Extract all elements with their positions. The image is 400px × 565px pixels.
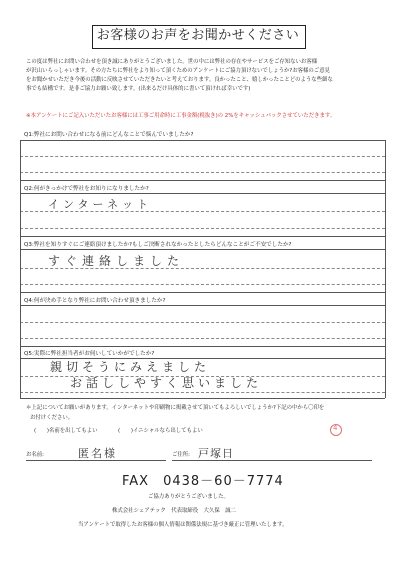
consent-option-name[interactable]: ( )名前を出してもよい <box>34 428 98 434</box>
question-1-label: Q1:弊社にお問い合わせになる前にどんなことで悩んでいましたか? <box>24 132 194 138</box>
q2-answer-line-2 <box>20 228 385 229</box>
q1-answer-line-1 <box>20 156 385 157</box>
question-4-label: Q4:何が決め手となり弊社にお問い合わせ頂きましたか? <box>24 298 166 304</box>
q4-answer-line-1 <box>20 322 385 323</box>
page-title: お客様のお声をお聞かせください <box>96 28 300 43</box>
q1-top-line <box>20 140 385 141</box>
q2-bottom-line <box>20 236 385 237</box>
name-value: 匿名様 <box>78 447 117 460</box>
frame-left-line <box>20 140 21 398</box>
q3-top-line <box>20 249 385 250</box>
q2-answer-line-1 <box>20 211 385 212</box>
intro-line-2: が沢山いらっしゃいます。その方たちに弊社をより知って頂くためのアンケートにご協力頂けないでしょうか?お客様のご意見 <box>26 68 330 74</box>
question-5-answer-line-1: 親切そうにみえました <box>50 360 211 374</box>
name-label: お名前: <box>26 452 44 458</box>
address-value: 戸塚日 <box>198 447 234 460</box>
privacy-text: 当アンケートで取得したお客様の個人情報は関係法規に基づき厳正に管理いたします。 <box>78 522 288 528</box>
q3-bottom-line <box>20 292 385 293</box>
q5-answer-line-1 <box>20 376 385 377</box>
consent-text: ＊上記についてお願いがあります。インターネットや印刷物に掲載させて頂いてもよろしいでしょうか?下記の中から〇印を <box>26 405 325 411</box>
consent-text-2: お付けください。 <box>30 415 74 421</box>
question-3-answer: すぐ連絡しました <box>48 254 185 268</box>
q2-top-line <box>20 193 385 194</box>
name-underline <box>26 460 166 461</box>
cashback-note: ※本アンケートにご記入いただいたお客様には工事ご用命時に工事金額(税抜き)の 2%をキャッシュバックさせていただきます。 <box>26 113 336 119</box>
intro-line-1: この度は弊社にお問い合わせを頂き誠にありがとうございました。世の中には弊社の存在やサービスをご存知ないお客様 <box>26 59 318 65</box>
q3-answer-line-2 <box>20 284 385 285</box>
q4-top-line <box>20 305 385 306</box>
marked-circle-label: 4 <box>333 424 338 432</box>
address-label: ご住所: <box>172 452 190 458</box>
frame-right-line <box>385 140 386 398</box>
question-3-label: Q3:弊社を知りすぐにご連絡頂けましたか?もしご決断されなかったとしたらどんなことがご不安でしたか? <box>24 242 292 248</box>
q5-bottom-line <box>20 398 385 399</box>
q4-answer-line-2 <box>20 338 385 339</box>
q5-answer-line-2 <box>20 392 385 393</box>
intro-line-3: をお聞かせいただき今後の活動に反映させていただきたいと考えております。良かったこと、嬉しかったことどのような些細な <box>26 77 333 83</box>
question-5-answer-line-2: お話ししやすく思いました <box>70 376 263 390</box>
question-2-answer: インターネット <box>48 198 153 211</box>
consent-option-initial[interactable]: ( )イニシャルなら出してもよい <box>118 428 203 434</box>
intro-line-4: 事でも結構です。是非ご協力お願い致します。(出来るだけ具体的に書いて頂ければ幸いです) <box>26 86 251 92</box>
fax-number: FAX 0438－60－7774 <box>122 474 284 489</box>
q1-answer-line-2 <box>20 172 385 173</box>
q3-answer-line-1 <box>20 268 385 269</box>
q4-bottom-line <box>20 346 385 347</box>
question-2-label: Q2:何がきっかけで弊社をお知りになりましたか? <box>24 186 149 192</box>
q1-bottom-line <box>20 180 385 181</box>
thanks-text: ご協力ありがとうございました。 <box>148 494 229 500</box>
company-text: 株式会社シェアテック 代表取締役 大久保 誠二 <box>112 508 236 514</box>
address-underline <box>172 460 372 461</box>
intro-text <box>26 58 376 94</box>
question-5-label: Q5:実際に弊社担当者がお伺いしていかがでしたか? <box>24 351 155 357</box>
